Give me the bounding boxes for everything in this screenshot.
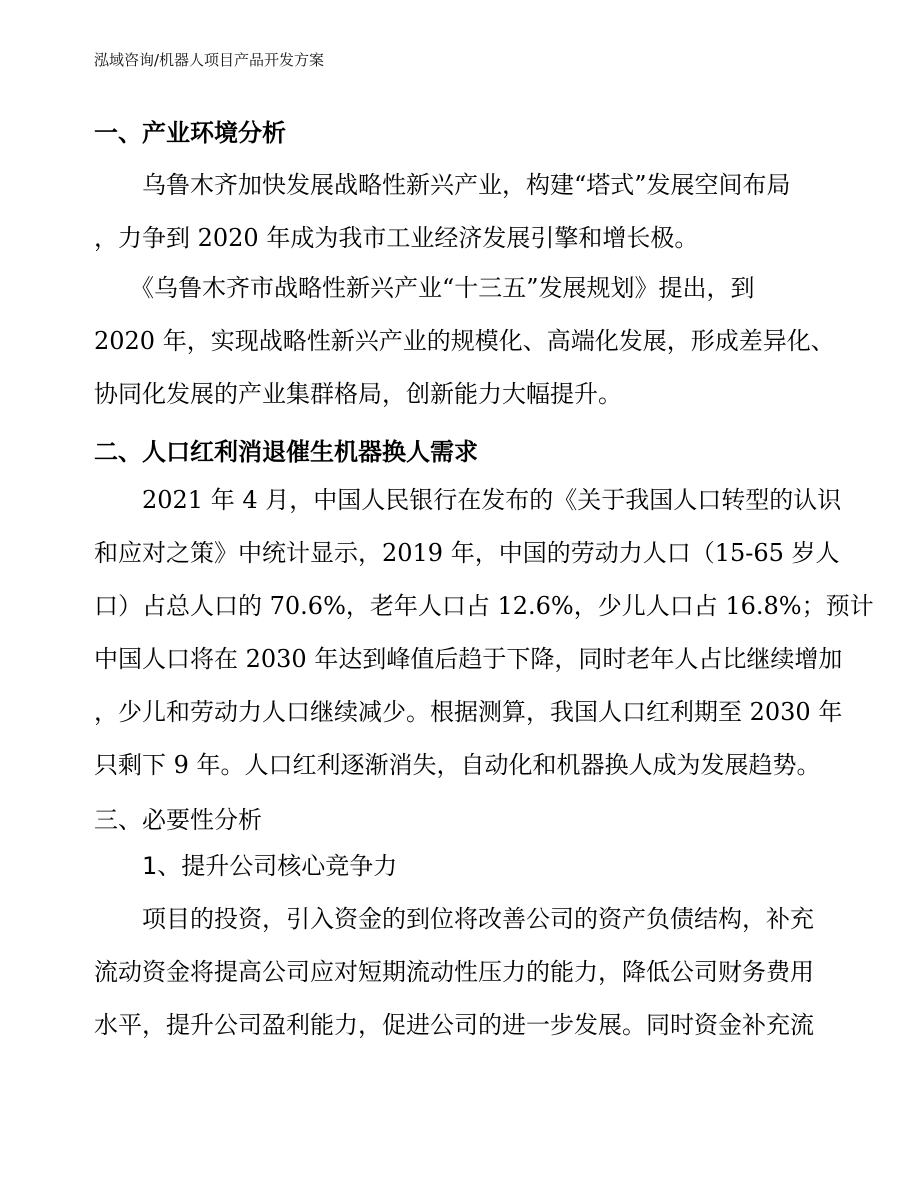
section3-heading: 三、必要性分析: [94, 806, 262, 834]
section3-paragraph-1: [94, 893, 828, 1052]
text-line: 口）占总人口的 70.6%，老年人口占 12.6%，少儿人口占 16.8%；预计: [94, 592, 874, 620]
text-line: 2020 年，实现战略性新兴产业的规模化、高端化发展，形成差异化、: [94, 327, 835, 355]
text-line: ，少儿和劳动力人口继续减少。根据测算，我国人口红利期至 2030 年: [94, 698, 843, 726]
section1-heading: 一、产业环境分析: [94, 119, 286, 147]
text-line: 中国人口将在 2030 年达到峰值后趋于下降，同时老年人占比继续增加: [94, 645, 843, 673]
text-line: 乌鲁木齐加快发展战略性新兴产业，构建“塔式”发展空间布局: [94, 171, 791, 199]
text-line: 只剩下 9 年。人口红利逐渐消失，自动化和机器换人成为发展趋势。: [94, 751, 821, 779]
text-line: 项目的投资，引入资金的到位将改善公司的资产负债结构，补充: [94, 905, 814, 933]
text-line: 2021 年 4 月，中国人民银行在发布的《关于我国人口转型的认识: [94, 486, 842, 514]
section3-subheading: 1、提升公司核心竞争力: [94, 852, 398, 880]
text-line: 《乌鲁木齐市战略性新兴产业“十三五”发展规划》提出，到: [94, 274, 755, 302]
text-line: 水平，提升公司盈利能力，促进公司的进一步发展。同时资金补充流: [94, 1011, 814, 1039]
text-line: 和应对之策》中统计显示，2019 年，中国的劳动力人口（15-65 岁人: [94, 539, 840, 567]
section1-paragraph-2: [94, 262, 835, 421]
document-header: 泓域咨询/机器人项目产品开发方案: [94, 51, 325, 69]
text-line: 协同化发展的产业集群格局，创新能力大幅提升。: [94, 380, 622, 408]
section1-paragraph-1: [94, 159, 828, 265]
text-line: ，力争到 2020 年成为我市工业经济发展引擎和增长极。: [94, 224, 699, 252]
text-line: 流动资金将提高公司应对短期流动性压力的能力，降低公司财务费用: [94, 958, 814, 986]
section2-heading: 二、人口红利消退催生机器换人需求: [94, 438, 478, 466]
section2-paragraph-1: [94, 474, 874, 792]
